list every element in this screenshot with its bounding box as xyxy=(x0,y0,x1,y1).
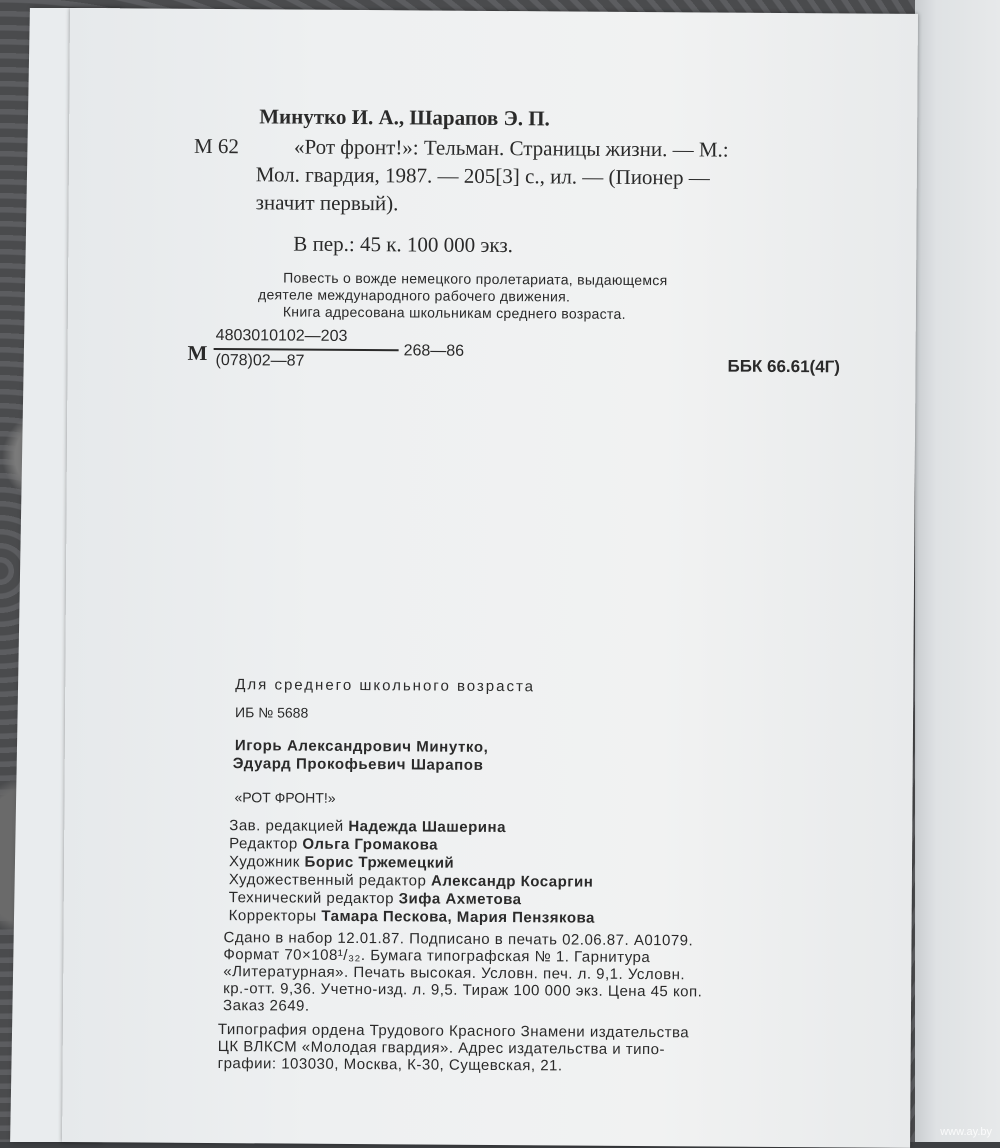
index-code: М 62 xyxy=(193,133,240,159)
tech-line: Сдано в набор 12.01.87. Подписано в печать 02.06.87. А01079. xyxy=(223,929,694,950)
price-line: В пер.: 45 к. 100 000 экз. xyxy=(293,231,514,258)
facing-page xyxy=(915,0,1000,1142)
author-full-1: Игорь Александрович Минутко, xyxy=(234,737,489,756)
staff-row: Технический редактор Зифа Ахметова xyxy=(228,889,522,909)
staff-row: Корректоры Тамара Пескова, Мария Пензякова xyxy=(228,907,595,927)
watermark: www.ay.by xyxy=(940,1126,992,1138)
printer-line: графии: 103030, Москва, К-30, Сущевская, 21. xyxy=(217,1055,563,1075)
class-denominator: (078)02—87 xyxy=(215,352,305,370)
annotation-line-1: Повесть о вожде немецкого пролетариата, выдающемся xyxy=(283,269,668,289)
staff-row: Художник Борис Тржемецкий xyxy=(228,853,455,872)
fraction-bar xyxy=(214,348,399,351)
printer-line: ЦК ВЛКСМ «Молодая гвардия». Адрес издательства и типо- xyxy=(217,1038,666,1059)
staff-row: Художественный редактор Александр Косаргин xyxy=(228,871,594,891)
description-line-2: Мол. гвардия, 1987. — 205[3] с., ил. — (Пионер — xyxy=(255,162,710,190)
class-suffix: 268—86 xyxy=(403,342,465,360)
staff-row: Редактор Ольга Громакова xyxy=(229,835,439,854)
annotation-line-3: Книга адресована школьникам среднего возраста. xyxy=(282,303,626,322)
description-line-3: значит первый). xyxy=(255,190,399,216)
book-page xyxy=(62,8,918,1148)
printer-line: Типография ордена Трудового Красного Знамени издательства xyxy=(217,1021,690,1042)
tech-line: Заказ 2649. xyxy=(222,997,310,1015)
authors-heading: Минутко И. А., Шарапов Э. П. xyxy=(259,104,550,131)
description-line-1: «Рот фронт!»: Тельман. Страницы жизни. — М.: xyxy=(293,134,729,162)
class-numerator: 4803010102—203 xyxy=(215,327,348,345)
tech-line: Формат 70×108¹/₃₂. Бумага типографская № 1. Гарнитура xyxy=(223,946,651,967)
ib-number: ИБ № 5688 xyxy=(235,704,309,721)
author-full-2: Эдуард Прокофьевич Шарапов xyxy=(232,755,484,774)
staff-row: Зав. редакцией Надежда Шашерина xyxy=(229,817,507,837)
annotation-line-2: деятеле международного рабочего движения. xyxy=(257,286,571,305)
imprint-title: «РОТ ФРОНТ!» xyxy=(234,789,336,806)
tech-line: кр.-отт. 9,36. Учетно-изд. л. 9,5. Тираж 100 000 экз. Цена 45 коп. xyxy=(223,980,703,1001)
tech-line: «Литературная». Печать высокая. Условн. печ. л. 9,1. Условн. xyxy=(223,963,686,984)
audience-label: Для среднего школьного возраста xyxy=(235,676,536,696)
class-letter: М xyxy=(187,340,208,365)
bbk-code: ББК 66.61(4Г) xyxy=(727,356,841,377)
